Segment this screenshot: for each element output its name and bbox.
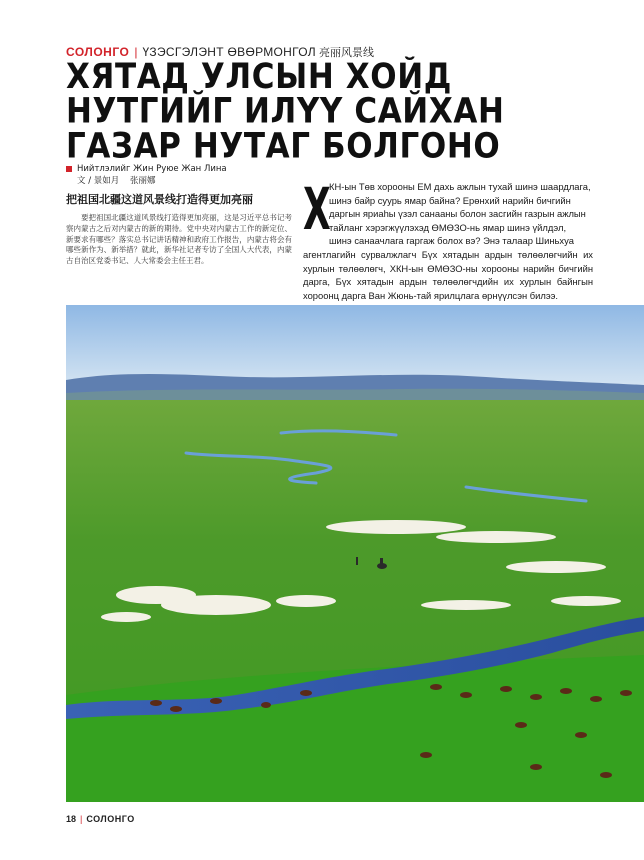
page-number: 18 — [66, 814, 77, 824]
headline-line-1: ХЯТАД УЛСЫН ХОЙД — [66, 56, 452, 97]
body-line-1: КН-ын Төв хорооны ЕМ дахь ажлын тухай шинэ шаардлага, — [329, 181, 591, 192]
footer-separator: | — [80, 814, 83, 824]
page-footer — [66, 812, 135, 826]
article-body — [303, 175, 593, 316]
byline-authors-zh: 文 / 景如月 — [77, 176, 120, 186]
zh-article-title: 把祖国北疆这道风景线打造得更加亮丽 — [66, 193, 253, 206]
byline-authors-mn: Нийтлэлийг Жин Руюе Жан Лина — [77, 164, 227, 174]
body-line-2: шинэ байр суурь ямар байна? Ерөнхий нарийн бичгийн — [329, 194, 571, 206]
section-subtitle-zh: 亮丽风景线 — [318, 46, 374, 59]
body-paragraph: агентлагийн сурвалжлагч Бүх хятадын ардын төлөөлөгчийн их хурлын төлөөлөгч, ХКН-ын ӨМӨЗО-ны хорооны нарийн бичгийн дарга, Бүх хятадын ардын төлөөлөгчдийн их хурлын байнгын хороонц дарга Ван Жюнь-тай ярилцлага өрнүүлсэн билээ. — [303, 248, 593, 301]
headline-line-3: ГАЗАР НУТАГ БОЛГОНО — [66, 126, 501, 167]
section-name: СОЛОНГО — [66, 45, 130, 59]
body-dropcap: Х — [303, 175, 331, 243]
byline-photo-zh: 张丽娜 — [129, 176, 156, 186]
grassland-photo — [66, 305, 644, 802]
article-headline — [66, 56, 636, 167]
body-line-4: тайланг хэрэгжүүлэхэд ӨМӨЗО-нь ямар шинэ үйлдэл, — [329, 221, 567, 233]
bullet-square-icon — [66, 166, 72, 172]
section-separator: | — [134, 45, 138, 59]
headline-line-2: НУТГИЙГ ИЛҮҮ САЙХАН — [66, 91, 505, 132]
body-line-5: шинэ санаачлага гаргаж болох вэ? Энэ талаар Шиньхуа — [329, 235, 574, 247]
section-subtitle: ҮЗЭСГЭЛЭНТ ӨВӨРМОНГОЛ — [142, 45, 316, 59]
magazine-name: СОЛОНГО — [86, 814, 135, 824]
byline — [66, 163, 227, 187]
body-line-3: даргын яриаһы үзэл санааны болон засгийн газрын ажлын — [329, 208, 586, 220]
zh-article-intro: 要把祖国北疆这道风景线打造得更加亮丽，这是习近平总书记考察内蒙古之后对内蒙古的新的期待。党中央对内蒙古工作的新定位、新要求有哪些？落实总书记讲话精神和政府工作报告，内蒙古将会有哪些新作为、新举措？就此，新华社记者专访了全国人大代表，内蒙古自治区党委书记、人大常委会主任王君。 — [66, 213, 292, 266]
